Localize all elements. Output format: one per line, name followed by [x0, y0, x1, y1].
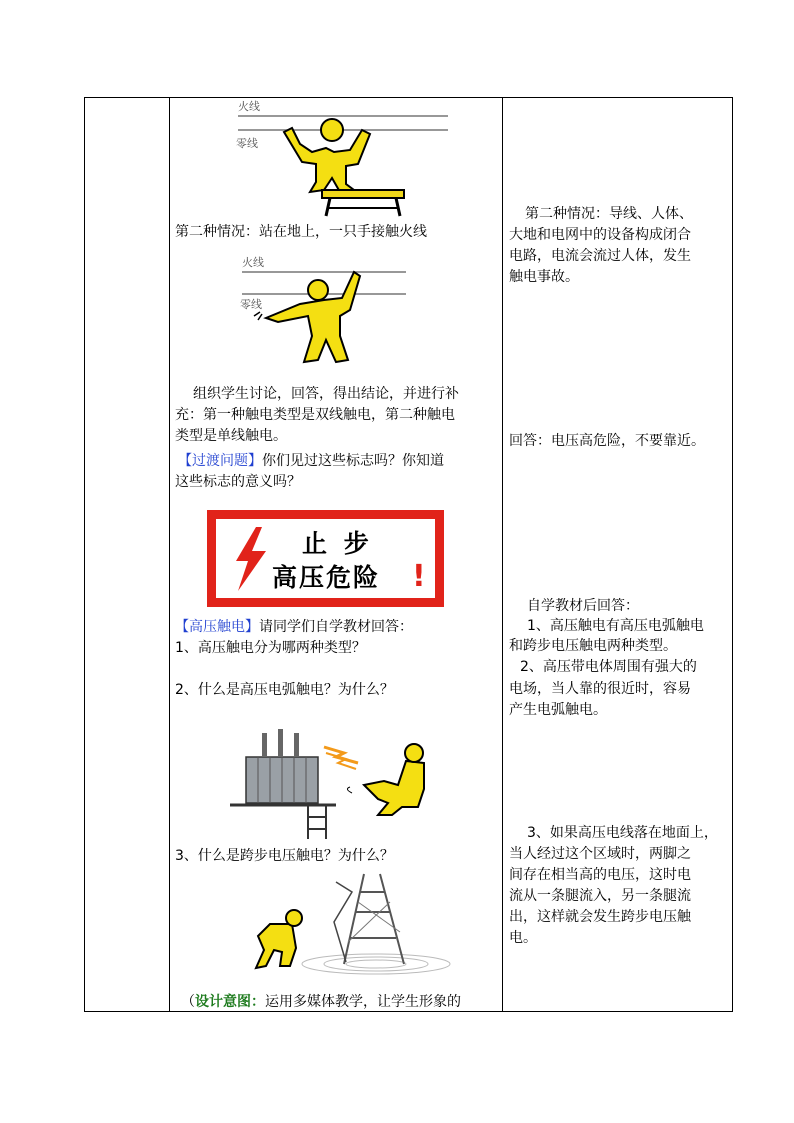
transition-question-line-2: 这些标志的意义吗？: [175, 474, 301, 490]
right-step-line-4: 流从一条腿流入，另一条腿流: [509, 888, 691, 904]
hv-bracket: 【高压触电】: [175, 619, 259, 635]
column-divider-1: [169, 98, 170, 1011]
sign-danger-text: 高压危险: [272, 563, 381, 592]
discussion-line-3: 类型是单线触电。: [175, 428, 287, 444]
column-divider-2: [502, 98, 503, 1011]
right-step-line-6: 电。: [509, 930, 537, 946]
hv-text: 请同学们自学教材回答：: [259, 619, 413, 635]
lightning-bolt-icon: [232, 525, 272, 595]
right-selfstudy-line-4: 2、高压带电体周围有强大的: [520, 659, 697, 675]
transition-text: 你们见过这些标志吗？你知道: [262, 453, 444, 469]
double-wire-person-illustration: [234, 100, 454, 218]
right-step-line-2: 当人经过这个区域时，两脚之: [509, 846, 691, 862]
high-voltage-warning-sign: [207, 510, 444, 607]
right-case2-line-2: 大地和电网中的设备构成闭合: [509, 227, 691, 243]
neutral-wire-label: 零线: [240, 298, 262, 311]
sign-inner-panel: [216, 519, 435, 598]
case2-title: 第二种情况：站在地上，一只手接触火线: [175, 224, 427, 240]
right-selfstudy-line-6: 产生电弧触电。: [509, 702, 607, 718]
design-intent: [181, 992, 461, 1013]
right-step-line-1: 3、如果高压电线落在地面上，: [527, 825, 718, 841]
right-case2-line-4: 触电事故。: [509, 269, 579, 285]
discussion-line-2: 充：第一种触电类型是双线触电，第二种触电: [175, 407, 455, 423]
sign-exclamation: !: [412, 559, 426, 594]
live-wire-label: 火线: [238, 100, 260, 113]
transition-question: [178, 451, 444, 472]
discussion-line-1: 组织学生讨论，回答，得出结论，并进行补: [193, 386, 459, 402]
figure-step-voltage: [236, 872, 456, 982]
right-step-line-5: 出，这样就会发生跨步电压触: [509, 909, 691, 925]
hv-intro: [175, 617, 413, 638]
right-selfstudy-line-1: 自学教材后回答：: [527, 598, 639, 614]
right-answer: 回答：电压高危险，不要靠近。: [509, 433, 705, 449]
step-voltage-illustration: [236, 872, 456, 982]
design-open-paren: （: [181, 994, 195, 1010]
right-selfstudy-line-3: 和跨步电压触电两种类型。: [509, 638, 677, 654]
right-step-line-3: 间存在相当高的电压，这时电: [509, 867, 691, 883]
question-3: 3、什么是跨步电压触电？为什么？: [175, 848, 394, 864]
question-2: 2、什么是高压电弧触电？为什么？: [175, 682, 394, 698]
right-selfstudy-line-2: 1、高压触电有高压电弧触电: [527, 618, 704, 634]
design-text: 运用多媒体教学，让学生形象的: [265, 994, 461, 1010]
transition-bracket: 【过渡问题】: [178, 453, 262, 469]
question-1: 1、高压触电分为哪两种类型？: [175, 640, 366, 656]
sign-stop-text: 止 步: [302, 529, 373, 558]
figure-double-wire-contact: [234, 100, 454, 218]
single-wire-person-illustration: [238, 256, 410, 370]
figure-single-wire-contact: [238, 256, 410, 370]
design-label: 设计意图：: [195, 994, 265, 1010]
live-wire-label: 火线: [242, 256, 264, 269]
right-case2-line-1: 第二种情况：导线、人体、: [525, 206, 693, 222]
arc-shock-illustration: [228, 723, 448, 839]
neutral-wire-label: 零线: [236, 137, 258, 150]
figure-arc-shock: [228, 723, 448, 839]
right-case2-line-3: 电路，电流会流过人体，发生: [509, 248, 691, 264]
right-selfstudy-line-5: 电场，当人靠的很近时，容易: [509, 681, 691, 697]
